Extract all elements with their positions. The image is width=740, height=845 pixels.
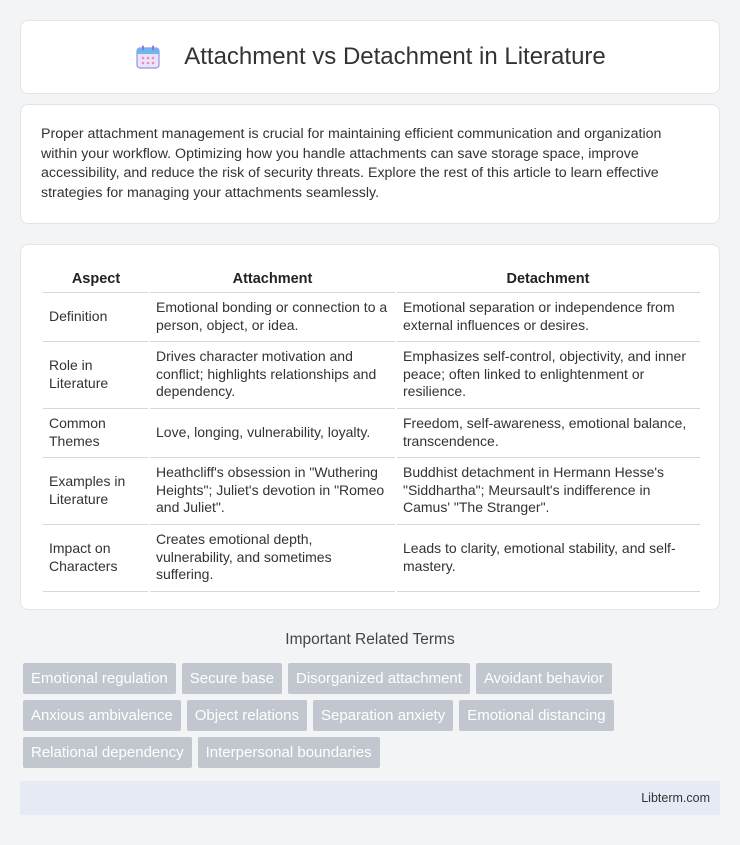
related-term-tag[interactable]: Disorganized attachment [288,663,470,694]
intro-text: Proper attachment management is crucial for maintaining efficient communication and organization within your workflow. Optimizing how you handle attachments can save storage space, improve accessibility, and reduce the risk of security threats. Explore the rest of this article to learn effective strategies for managing your attachments seamlessly. [41,126,662,201]
page-title: Attachment vs Detachment in Literature [184,43,606,70]
cell-detachment: Leads to clarity, emotional stability, and self-mastery. [396,524,700,591]
cell-attachment: Love, longing, vulnerability, loyalty. [149,408,396,457]
related-term-tag[interactable]: Avoidant behavior [476,663,612,694]
comparison-table [43,267,700,592]
comparison-card [20,244,720,610]
footer-site-link[interactable]: Libterm.com [641,791,710,805]
cell-attachment: Creates emotional depth, vulnerability, and sometimes suffering. [149,524,396,591]
related-term-tag[interactable]: Emotional regulation [23,663,176,694]
table-header-row [43,267,700,292]
cell-aspect: Impact on Characters [43,524,149,591]
related-term-tag[interactable]: Emotional distancing [459,700,613,731]
cell-aspect: Examples in Literature [43,457,149,524]
related-term-tag[interactable]: Relational dependency [23,737,192,768]
calendar-icon [134,43,162,71]
cell-attachment: Heathcliff's obsession in "Wuthering Heights"; Juliet's devotion in "Romeo and Juliet". [149,457,396,524]
header-aspect: Aspect [43,267,149,292]
header-detachment: Detachment [396,267,700,292]
related-terms-list [23,663,723,774]
related-term-tag[interactable]: Interpersonal boundaries [198,737,380,768]
cell-detachment: Emphasizes self-control, objectivity, and inner peace; often linked to enlightenment or resilience. [396,341,700,408]
cell-detachment: Freedom, self-awareness, emotional balance, transcendence. [396,408,700,457]
related-terms-title: Important Related Terms [285,631,455,648]
intro-card [20,104,720,224]
cell-aspect: Role in Literature [43,341,149,408]
related-term-tag[interactable]: Anxious ambivalence [23,700,181,731]
table-row [43,408,700,457]
table-row [43,341,700,408]
header-attachment: Attachment [149,267,396,292]
cell-aspect: Definition [43,292,149,341]
table-row [43,524,700,591]
related-term-tag[interactable]: Secure base [182,663,282,694]
related-term-tag[interactable]: Object relations [187,700,307,731]
table-row [43,457,700,524]
cell-detachment: Buddhist detachment in Hermann Hesse's "Siddhartha"; Meursault's indifference in Camus' "The Stranger". [396,457,700,524]
cell-attachment: Emotional bonding or connection to a person, object, or idea. [149,292,396,341]
cell-detachment: Emotional separation or independence from external influences or desires. [396,292,700,341]
table-row [43,292,700,341]
related-term-tag[interactable]: Separation anxiety [313,700,453,731]
cell-attachment: Drives character motivation and conflict; highlights relationships and dependency. [149,341,396,408]
footer [20,781,720,815]
cell-aspect: Common Themes [43,408,149,457]
title-card [20,20,720,94]
